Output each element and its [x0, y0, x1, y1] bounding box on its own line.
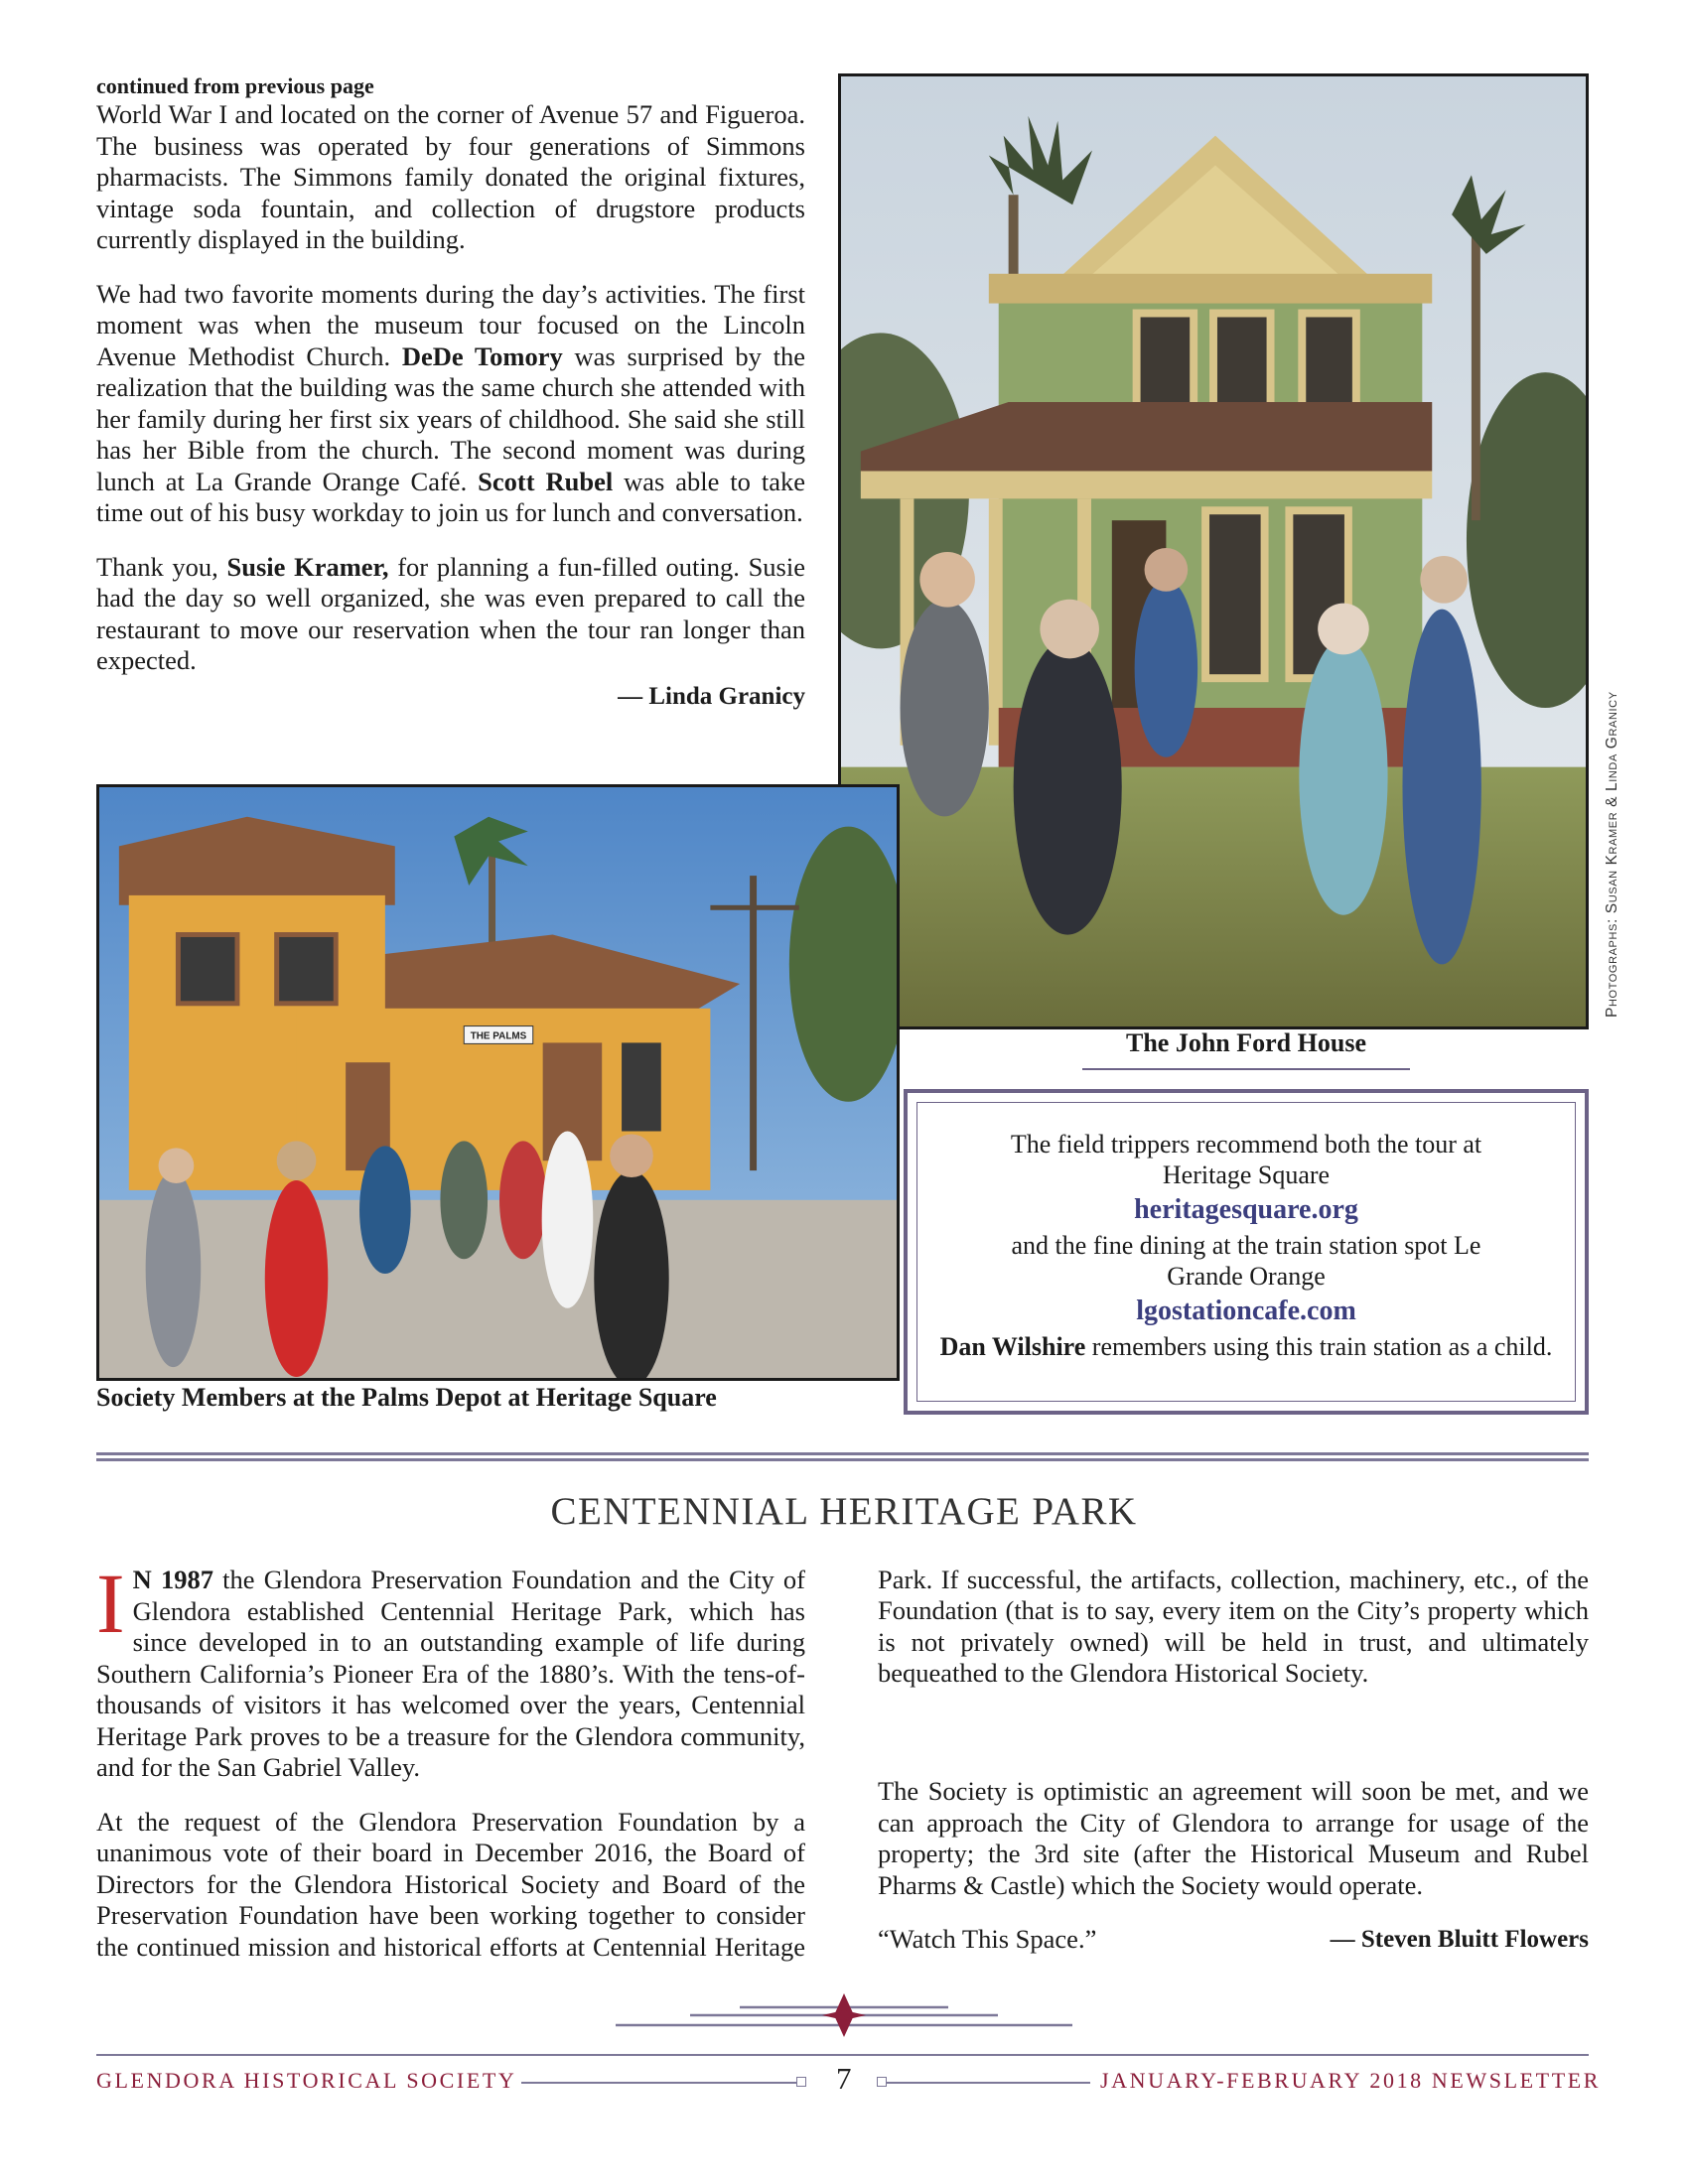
footer-ornament	[616, 1985, 1072, 2045]
footer-square-icon	[796, 2077, 806, 2087]
john-ford-house-photo	[838, 73, 1589, 1029]
footer-square-icon	[877, 2077, 887, 2087]
section-divider	[96, 1452, 1589, 1461]
article-column-right	[878, 1565, 1589, 1956]
depot-sign: THE PALMS	[470, 1030, 527, 1042]
footer-line-right	[887, 2082, 1090, 2084]
article-continued	[96, 73, 805, 712]
article-signature: — Linda Granicy	[618, 682, 805, 710]
footer-issue: JANUARY-FEBRUARY 2018 NEWSLETTER	[1100, 2068, 1602, 2093]
paragraph-continued: Park. If successful, the artifacts, collection, machinery, etc., of the Foundation (that is to say, every item on the City’s property which is not privately owned) will be held in trust, and ultimately bequeathed to the Glendora Historical Society.	[878, 1565, 1589, 1688]
paragraph: The Society is optimistic an agreement will soon be met, and we can approach the City of Glendora to arrange for usage of the property; the 3rd site (after the Historical Museum and Rubel Pharms & Castle) which the Society would operate.	[878, 1776, 1589, 1900]
footer-org-name: GLENDORA HISTORICAL SOCIETY	[96, 2068, 517, 2093]
paragraph: I N 1987 the Glendora Preservation Foundation and the City of Glendora established Centennial Heritage Park, which has since developed in to an outstanding example of life during Southern California’s Pioneer Era of the 1880’s. With the tens-of-thousands of visitors it has welcomed over the years, Centennial Heritage Park proves to be a treasure for the Glendora community, and for the San Gabriel Valley.	[96, 1556, 805, 1782]
lead-text: N 1987	[132, 1565, 213, 1594]
footer-line-left	[521, 2082, 797, 2084]
callout-text: The field trippers recommend both the tour at Heritage Square	[1010, 1130, 1482, 1189]
lgostationcafe-link[interactable]: lgostationcafe.com	[1136, 1296, 1356, 1326]
person-name: Susie Kramer,	[226, 551, 389, 582]
heritagesquare-link[interactable]: heritagesquare.org	[1134, 1194, 1358, 1225]
paragraph: World War I and located on the corner of Avenue 57 and Figueroa. The business was operated by four generations of Simmons pharmacists. The Simmons family donated the original fixtures, vintage soda fountain, and collection of drugstore products currently displayed in the building.	[96, 99, 805, 254]
callout-inner	[916, 1102, 1576, 1402]
closing-line	[878, 1924, 1589, 1956]
person-name: Scott Rubel	[478, 466, 614, 496]
depot-caption: Society Members at the Palms Depot at Heritage Square	[96, 1383, 717, 1412]
palms-depot-photo	[96, 784, 900, 1381]
article-headline: CENTENNIAL HERITAGE PARK	[550, 1490, 1138, 1533]
paragraph: At the request of the Glendora Preservation Foundation by a unanimous vote of their board in December 2016, the Board of Directors for the Glendora Historical Society and Board of the Preservation Foundation have been working together to consider the continued mission and historical efforts at Centennial Heritage	[96, 1806, 805, 1962]
diamond-ornament-icon	[616, 1985, 1072, 2045]
article-body	[96, 99, 805, 712]
paragraph: Thank you, Susie Kramer, for planning a fun-filled outing. Susie had the day so well organized, she was even prepared to call the restaurant to move our reservation when the tour ran longer than expected.	[96, 551, 805, 675]
article-signature: — Steven Bluitt Flowers	[1330, 1926, 1589, 1953]
closing-quote: “Watch This Space.”	[878, 1924, 1097, 1954]
drop-cap: I	[96, 1556, 125, 1651]
continued-kicker: continued from previous page	[96, 73, 374, 98]
callout-text: Dan Wilshire remembers using this train station as a child.	[939, 1332, 1553, 1361]
paragraph: We had two favorite moments during the day’s activities. The first moment was when the museum tour focused on the Lincoln Avenue Methodist Church. DeDe Tomory was surprised by the realization that the building was the same church she attended with her family during her first six years of childhood. She said she still has her Bible from the church. The second moment was during lunch at La Grande Orange Café. Scott Rubel was able to take time out of his busy workday to join us for lunch and conversation.	[96, 278, 805, 527]
caption-underline	[1082, 1068, 1410, 1070]
footer-rule	[96, 2054, 1589, 2056]
callout-text: and the fine dining at the train station spot Le Grande Orange	[1011, 1231, 1481, 1291]
article-column-left	[96, 1556, 805, 1986]
page-number: 7	[836, 2061, 852, 2096]
photo-credit: Photographs: Susan Kramer & Linda Granicy	[1604, 691, 1620, 1018]
person-name: Dan Wilshire	[939, 1332, 1086, 1361]
person-name: DeDe Tomory	[401, 341, 563, 371]
callout-box	[904, 1089, 1589, 1415]
depot-illustration	[99, 787, 897, 1378]
house-caption: The John Ford House	[1126, 1028, 1366, 1057]
house-illustration	[841, 76, 1586, 1026]
